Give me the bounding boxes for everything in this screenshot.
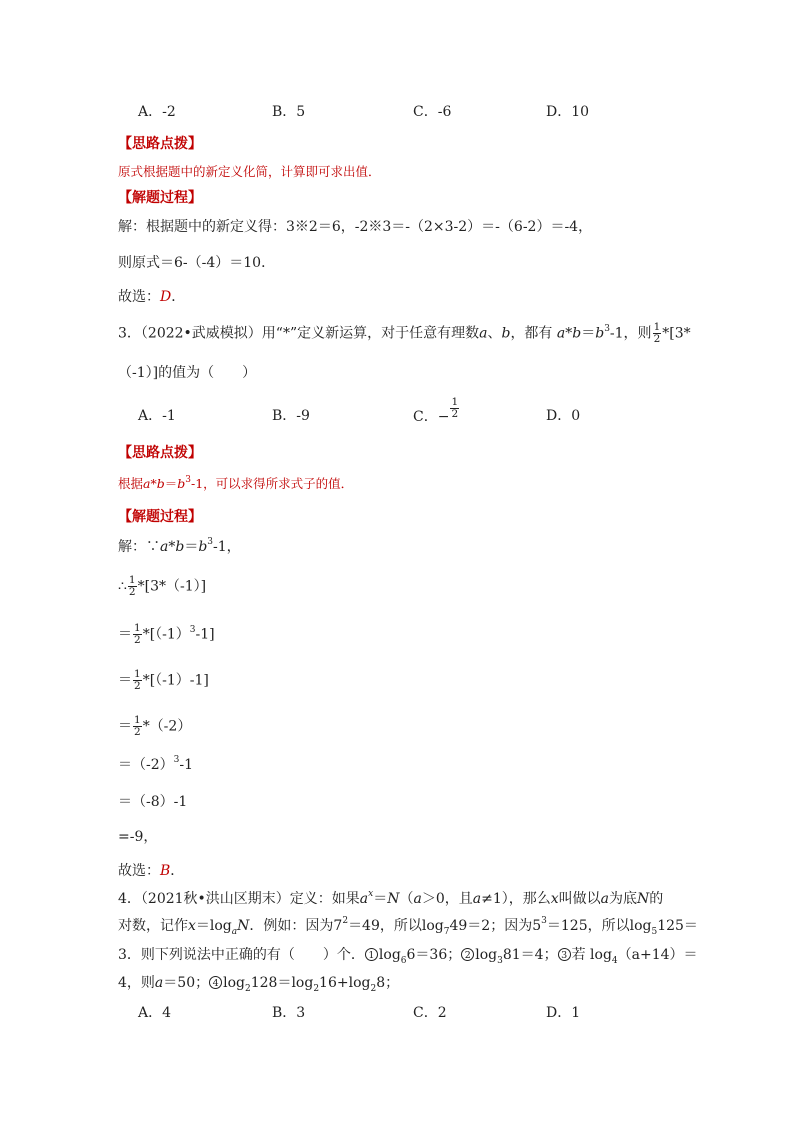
q3-option-c[interactable]: C．− $\frac{1}{2}$: [413, 396, 459, 425]
q3-step-7: =-9，: [118, 829, 158, 845]
q4-option-d[interactable]: D．1: [546, 1005, 581, 1021]
q3-solution-heading: 【解题过程】: [118, 509, 202, 525]
q2-option-b[interactable]: B．5: [272, 104, 306, 120]
q3-hint-text: 根据$a*b=b^3-1$，可以求得所求式子的值．: [118, 474, 354, 491]
q4-options: [138, 1002, 698, 1020]
q2-hint-text: 原式根据题中的新定义化简，计算即可求出值．: [118, 164, 381, 179]
q3-step-5: $=(-2)^3-1$: [118, 755, 194, 773]
q4-option-b[interactable]: B．3: [272, 1005, 306, 1021]
q2-solution-line-1: 解：根据题中的新定义得：3※2＝6，-2※3＝-（2×3-2）＝-（6-2）＝-4，: [118, 219, 593, 235]
q3-step-3: ＝ $\frac{1}{2}$ *[（-1）-1]: [118, 668, 209, 692]
circled-4-icon: 4: [209, 976, 222, 989]
q4-stem-line-2: 对数，记作$x=\log_aN$．例如：因为$7^2=49$，所以$\log_749=2$；因为$5^3=125$，所以$\log_5125=$: [118, 916, 698, 937]
q4-stem-line-3: 3．则下列说法中正确的有（ ）个． 1 $\log_66=36$； 2 $\log_381=4$； 3 若 $\log_4(a+14)=$: [118, 947, 698, 966]
q2-hint-heading: 【思路点拨】: [118, 136, 202, 152]
circled-2-icon: 2: [461, 948, 474, 961]
q2-solution-heading: 【解题过程】: [118, 190, 202, 206]
q2-options: [138, 101, 698, 119]
q3-step-2: ＝ $\frac{1}{2}$ $*[(-1)^3-1]$: [118, 622, 215, 646]
q3-options: [138, 396, 698, 425]
q4-option-c[interactable]: C．2: [413, 1005, 447, 1021]
q2-solution-line-2: 则原式＝6-（-4）＝10．: [118, 255, 276, 271]
q3-step-1: ∴ $\frac{1}{2}$ *[3*（-1）]: [118, 574, 207, 598]
q2-option-a[interactable]: A．-2: [138, 104, 176, 120]
q2-option-c[interactable]: C．-6: [413, 104, 452, 120]
q3-option-d[interactable]: D．0: [546, 408, 581, 424]
q3-stem-line-2: （-1）]的值为（ ）: [118, 365, 257, 381]
q3-stem-line-1: 3．（2022•武威模拟）用“*”定义新运算，对于任意有理数a、b，都有 $a*b=b^3-1$，则 $\frac{1}{2}$ *[3*: [118, 321, 691, 345]
circled-1-icon: 1: [365, 948, 378, 961]
q3-option-a[interactable]: A．-1: [138, 408, 176, 424]
q3-step-0: 解：$\because a*b=b^3-1$，: [118, 537, 241, 555]
q3-step-4: ＝ $\frac{1}{2}$ *（-2）: [118, 714, 192, 738]
q4-stem-line-1: 4．（2021秋•洪山区期末）定义：如果$a^x=N(a>0$，且a≠1），那么x叫做以a为底N的: [118, 889, 664, 907]
q3-hint-heading: 【思路点拨】: [118, 445, 202, 461]
circled-3-icon: 3: [558, 948, 571, 961]
q3-option-b[interactable]: B．-9: [272, 408, 310, 424]
q3-step-6: ＝（-8）-1: [118, 794, 188, 810]
q4-option-a[interactable]: A．4: [138, 1005, 172, 1021]
q3-answer: 故选：B．: [118, 863, 185, 879]
q2-option-d[interactable]: D．10: [546, 104, 590, 120]
q4-stem-line-4: 4，则a＝50； 4 $\log_2128=\log_216+\log_28$；: [118, 975, 400, 994]
one-half-fraction: $\frac{1}{2}$: [653, 321, 661, 345]
q2-answer: 故选：D．: [118, 289, 186, 305]
